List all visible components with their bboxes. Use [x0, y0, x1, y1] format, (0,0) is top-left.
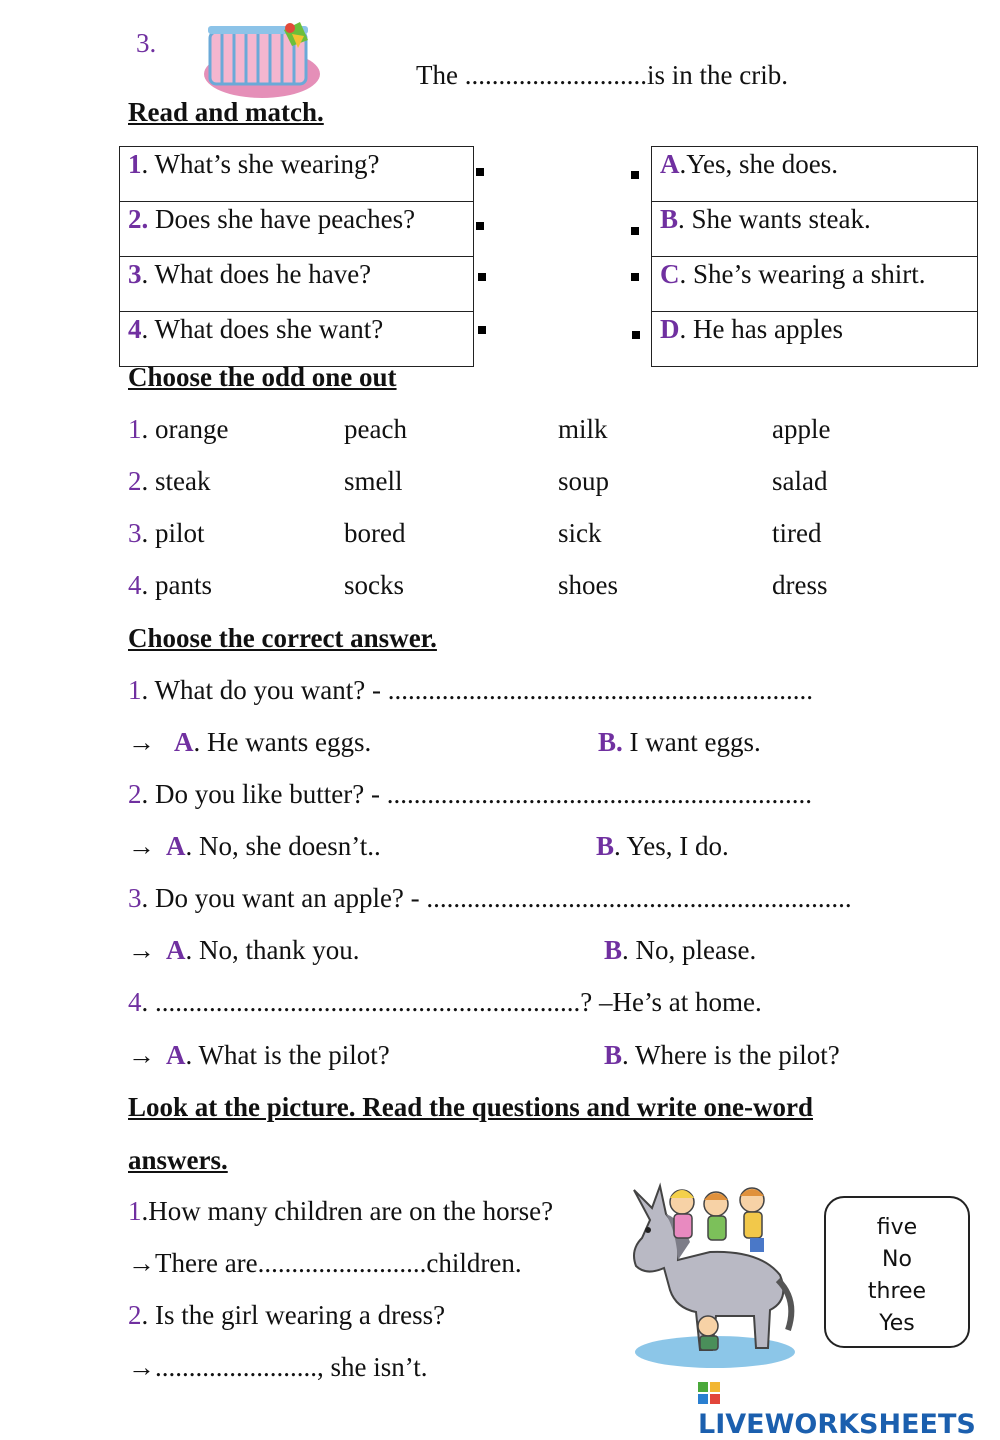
arrow-icon: → [128, 727, 155, 757]
match-right-table [651, 146, 978, 367]
picture-heading-line2: answers. [128, 1145, 228, 1175]
odd-word[interactable]: salad [772, 466, 828, 496]
picture-heading-line1: Look at the picture. Read the questions and write one-word [128, 1092, 814, 1122]
correct-question-3: 3. Do you want an apple? - ............................................................... [128, 883, 852, 913]
answer-option-b[interactable]: B. Where is the pilot? [604, 1040, 840, 1070]
crib-picture [200, 12, 322, 100]
answer-option-b[interactable]: B. No, please. [604, 935, 757, 965]
match-dot-right-d[interactable] [632, 331, 640, 339]
arrow-icon: → [128, 1040, 155, 1070]
word-bank-item: five [876, 1215, 918, 1240]
horse-children-picture [620, 1180, 800, 1370]
odd-word[interactable]: socks [344, 570, 404, 600]
match-heading: Read and match. [128, 97, 324, 127]
odd-word[interactable]: smell [344, 466, 403, 496]
odd-word[interactable]: 4. pants [128, 570, 212, 600]
odd-word[interactable]: sick [558, 518, 602, 548]
answer-option-b[interactable]: B. I want eggs. [598, 727, 761, 757]
match-right-item-a: A.Yes, she does. [652, 147, 978, 202]
answer-option-a[interactable]: A. No, thank you. [166, 935, 360, 965]
arrow-icon: → [128, 831, 155, 861]
picture-answer-2[interactable]: →........................, she isn’t. [128, 1352, 428, 1382]
arrow-icon: → [128, 935, 155, 965]
match-left-item-1: 1. What’s she wearing? [120, 147, 474, 202]
match-dot-left-2[interactable] [476, 222, 484, 230]
match-dot-left-4[interactable] [478, 326, 486, 334]
odd-word[interactable]: shoes [558, 570, 618, 600]
answer-option-a[interactable]: A. No, she doesn’t.. [166, 831, 381, 861]
match-left-table [119, 146, 474, 367]
match-dot-left-1[interactable] [476, 168, 484, 176]
odd-word[interactable]: peach [344, 414, 407, 444]
picture-answer-1[interactable]: →There are.........................children. [128, 1248, 522, 1278]
liveworksheets-logo-icon [698, 1382, 720, 1404]
match-left-item-4: 4. What does she want? [120, 312, 474, 367]
correct-question-4: 4. ...............................................................? –He’s at home. [128, 987, 762, 1017]
crib-item-number: 3. [136, 28, 157, 58]
match-left-item-2: 2. Does she have peaches? [120, 202, 474, 257]
odd-word[interactable]: soup [558, 466, 610, 496]
picture-question-1: 1.How many children are on the horse? [128, 1196, 554, 1226]
answer-option-a[interactable]: A. What is the pilot? [166, 1040, 390, 1070]
match-dot-right-a[interactable] [631, 171, 639, 179]
match-dot-right-b[interactable] [631, 227, 639, 235]
odd-word[interactable]: dress [772, 570, 828, 600]
odd-word[interactable]: 2. steak [128, 466, 211, 496]
answer-option-a[interactable]: A. He wants eggs. [174, 727, 372, 757]
match-right-item-c: C. She’s wearing a shirt. [652, 257, 978, 312]
odd-word[interactable]: apple [772, 414, 831, 444]
answer-option-b[interactable]: B. Yes, I do. [596, 831, 729, 861]
odd-word[interactable]: milk [558, 414, 608, 444]
word-bank-item: three [867, 1279, 927, 1304]
word-bank-item: Yes [879, 1311, 915, 1336]
match-dot-right-c[interactable] [631, 273, 639, 281]
odd-word[interactable]: tired [772, 518, 822, 548]
liveworksheets-logo: LIVEWORKSHEETS [698, 1378, 1000, 1440]
odd-word[interactable]: bored [344, 518, 406, 548]
correct-question-1: 1. What do you want? - ............................................................... [128, 675, 813, 705]
odd-heading: Choose the odd one out [128, 362, 397, 392]
odd-word[interactable]: 3. pilot [128, 518, 205, 548]
odd-word[interactable]: 1. orange [128, 414, 229, 444]
word-bank [824, 1196, 970, 1348]
correct-question-2: 2. Do you like butter? - ............................................................... [128, 779, 812, 809]
picture-question-2: 2. Is the girl wearing a dress? [128, 1300, 446, 1330]
crib-sentence[interactable]: The ...........................is in the crib. [416, 60, 788, 90]
match-right-item-b: B. She wants steak. [652, 202, 978, 257]
word-bank-item: No [882, 1247, 912, 1272]
match-left-item-3: 3. What does he have? [120, 257, 474, 312]
match-right-item-d: D. He has apples [652, 312, 978, 367]
match-dot-left-3[interactable] [478, 273, 486, 281]
correct-heading: Choose the correct answer. [128, 623, 437, 653]
